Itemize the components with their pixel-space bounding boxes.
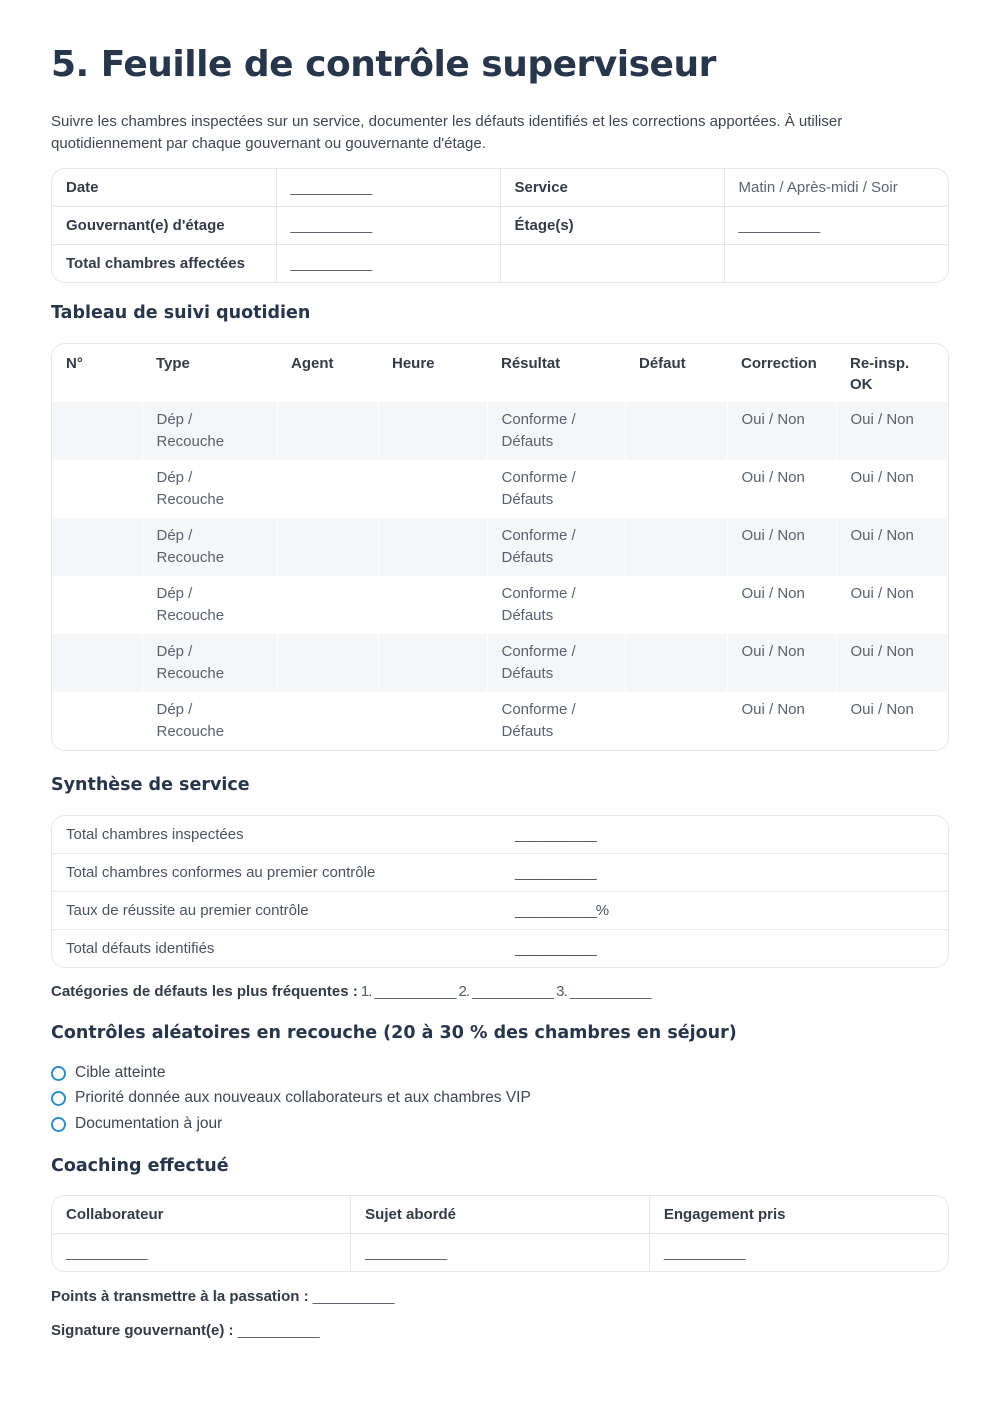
col-header-collaborateur: Collaborateur	[52, 1196, 351, 1234]
synthese-table	[51, 815, 949, 968]
coaching-heading: Coaching effectué	[51, 1156, 229, 1176]
checklist-label: Cible atteinte	[75, 1064, 166, 1081]
service-field[interactable]: Matin / Après-midi / Soir	[724, 169, 948, 207]
total-label: Total chambres affectées	[52, 245, 276, 283]
tracking-heading: Tableau de suivi quotidien	[51, 303, 311, 323]
table-row	[52, 518, 948, 576]
table-row	[52, 634, 948, 692]
synthese-label: Taux de réussite au premier contrôle	[52, 892, 501, 930]
numero-cell[interactable]	[52, 460, 142, 518]
numero-cell[interactable]	[52, 634, 142, 692]
correction-cell[interactable]: Oui / Non	[727, 576, 836, 634]
passation-line	[51, 1288, 394, 1305]
resultat-cell[interactable]: Conforme / Défauts	[487, 460, 625, 518]
defaut-cell[interactable]	[625, 518, 727, 576]
type-cell[interactable]: Dép / Recouche	[142, 634, 277, 692]
col-header-engagement: Engagement pris	[649, 1196, 948, 1234]
sujet-field[interactable]: ___________	[351, 1234, 650, 1272]
empty-cell	[500, 245, 724, 283]
col-header-sujet: Sujet abordé	[351, 1196, 650, 1234]
info-table	[51, 168, 949, 283]
numero-cell[interactable]	[52, 692, 142, 750]
radio-circle-icon[interactable]	[51, 1117, 66, 1132]
reinsp-cell[interactable]: Oui / Non	[836, 634, 948, 692]
agent-cell[interactable]	[277, 518, 378, 576]
controles-heading: Contrôles aléatoires en recouche (20 à 30 % des chambres en séjour)	[51, 1023, 737, 1043]
synthese-value-field[interactable]: ___________	[501, 854, 948, 892]
synthese-row	[52, 816, 948, 854]
heure-cell[interactable]	[378, 576, 487, 634]
correction-cell[interactable]: Oui / Non	[727, 402, 836, 460]
agent-cell[interactable]	[277, 402, 378, 460]
correction-cell[interactable]: Oui / Non	[727, 692, 836, 750]
col-header-heure: Heure	[392, 355, 435, 372]
synthese-label: Total défauts identifiés	[66, 940, 215, 957]
agent-cell[interactable]	[277, 576, 378, 634]
intro-text: Suivre les chambres inspectées sur un service, documenter les défauts identifiés et les corrections apportées. À utiliser quotidiennement par chaque gouvernant ou gouvernante d'étage.	[51, 113, 843, 152]
coaching-row	[52, 1234, 948, 1272]
defaut-cell[interactable]	[625, 692, 727, 750]
checklist-label: Priorité donnée aux nouveaux collaborateurs et aux chambres VIP	[75, 1089, 531, 1106]
gouvernant-field[interactable]: ___________	[276, 207, 500, 245]
defaut-cell[interactable]	[625, 402, 727, 460]
correction-cell[interactable]: Oui / Non	[727, 518, 836, 576]
type-cell[interactable]: Dép / Recouche	[142, 518, 277, 576]
info-row-gouvernant	[52, 207, 948, 245]
checklist-label: Documentation à jour	[75, 1115, 223, 1132]
coaching-table	[51, 1195, 949, 1272]
signature-line	[51, 1322, 318, 1339]
resultat-cell[interactable]: Conforme / Défauts	[487, 518, 625, 576]
tracking-table	[51, 343, 949, 751]
resultat-cell[interactable]: Conforme / Défauts	[487, 576, 625, 634]
table-row	[52, 460, 948, 518]
categories-fields[interactable]: 1. ___________ 2. ___________ 3. ___________	[357, 983, 651, 1000]
agent-cell[interactable]	[277, 460, 378, 518]
heure-cell[interactable]	[378, 692, 487, 750]
col-header-agent: Agent	[291, 355, 334, 372]
categories-label: Catégories de défauts les plus fréquentes :	[51, 983, 358, 1000]
date-label: Date	[52, 169, 276, 207]
resultat-cell[interactable]: Conforme / Défauts	[487, 692, 625, 750]
gouvernant-label: Gouvernant(e) d'étage	[52, 207, 276, 245]
checklist-item[interactable]	[51, 1064, 165, 1082]
col-header-correction: Correction	[741, 355, 817, 372]
etage-label: Étage(s)	[500, 207, 724, 245]
info-row-date	[52, 169, 948, 207]
type-cell[interactable]: Dép / Recouche	[142, 576, 277, 634]
info-row-total	[52, 245, 948, 283]
synthese-row	[52, 892, 948, 930]
col-header-defaut: Défaut	[639, 355, 686, 372]
type-cell[interactable]: Dép / Recouche	[142, 692, 277, 750]
synthese-value-field[interactable]: ___________	[515, 940, 596, 957]
type-cell[interactable]: Dép / Recouche	[142, 460, 277, 518]
col-header-resultat: Résultat	[501, 355, 561, 372]
radio-circle-icon[interactable]	[51, 1091, 66, 1106]
passation-field[interactable]: ___________	[312, 1288, 394, 1305]
tracking-header-row	[52, 344, 948, 402]
synthese-label: Total chambres conformes au premier contrôle	[52, 854, 501, 892]
coaching-header-row	[52, 1196, 948, 1234]
checklist-item[interactable]	[51, 1089, 531, 1107]
table-row	[52, 402, 948, 460]
correction-cell[interactable]: Oui / Non	[727, 460, 836, 518]
synthese-heading: Synthèse de service	[51, 775, 250, 795]
reinsp-cell[interactable]: Oui / Non	[836, 692, 948, 750]
type-cell[interactable]: Dép / Recouche	[142, 402, 277, 460]
synthese-row	[52, 930, 948, 968]
page-title: 5. Feuille de contrôle superviseur	[51, 44, 716, 85]
agent-cell[interactable]	[277, 692, 378, 750]
signature-label: Signature gouvernant(e) :	[51, 1322, 234, 1339]
date-field[interactable]: ___________	[276, 169, 500, 207]
radio-circle-icon[interactable]	[51, 1066, 66, 1081]
service-label: Service	[500, 169, 724, 207]
defaut-cell[interactable]	[625, 634, 727, 692]
defaut-cell[interactable]	[625, 460, 727, 518]
col-header-type: Type	[156, 355, 190, 372]
collaborateur-field[interactable]: ___________	[52, 1234, 351, 1272]
col-header-reinsp: Re-insp. OK	[850, 355, 910, 393]
synthese-value-field[interactable]: ___________%	[501, 892, 948, 930]
empty-cell	[724, 245, 948, 283]
checklist-item[interactable]	[51, 1115, 222, 1133]
total-field[interactable]: ___________	[276, 245, 500, 283]
reinsp-cell[interactable]: Oui / Non	[836, 576, 948, 634]
heure-cell[interactable]	[378, 402, 487, 460]
resultat-cell[interactable]: Conforme / Défauts	[487, 634, 625, 692]
col-header-numero: N°	[66, 355, 83, 372]
numero-cell[interactable]	[52, 402, 142, 460]
etage-field[interactable]: ___________	[724, 207, 948, 245]
agent-cell[interactable]	[277, 634, 378, 692]
heure-cell[interactable]	[378, 634, 487, 692]
defaut-cell[interactable]	[625, 576, 727, 634]
table-row	[52, 576, 948, 634]
synthese-row	[52, 854, 948, 892]
correction-cell[interactable]: Oui / Non	[727, 634, 836, 692]
reinsp-cell[interactable]: Oui / Non	[836, 460, 948, 518]
engagement-field[interactable]: ___________	[663, 1244, 745, 1261]
resultat-cell[interactable]: Conforme / Défauts	[487, 402, 625, 460]
synthese-label: Total chambres inspectées	[52, 816, 501, 854]
numero-cell[interactable]	[52, 518, 142, 576]
heure-cell[interactable]	[378, 518, 487, 576]
reinsp-cell[interactable]: Oui / Non	[836, 402, 948, 460]
synthese-value-field[interactable]: ___________	[501, 816, 948, 854]
numero-cell[interactable]	[52, 576, 142, 634]
categories-line	[51, 983, 651, 1000]
reinsp-cell[interactable]: Oui / Non	[836, 518, 948, 576]
signature-field[interactable]: ___________	[237, 1322, 319, 1339]
table-row	[52, 692, 948, 750]
passation-label: Points à transmettre à la passation :	[51, 1288, 309, 1305]
heure-cell[interactable]	[378, 460, 487, 518]
